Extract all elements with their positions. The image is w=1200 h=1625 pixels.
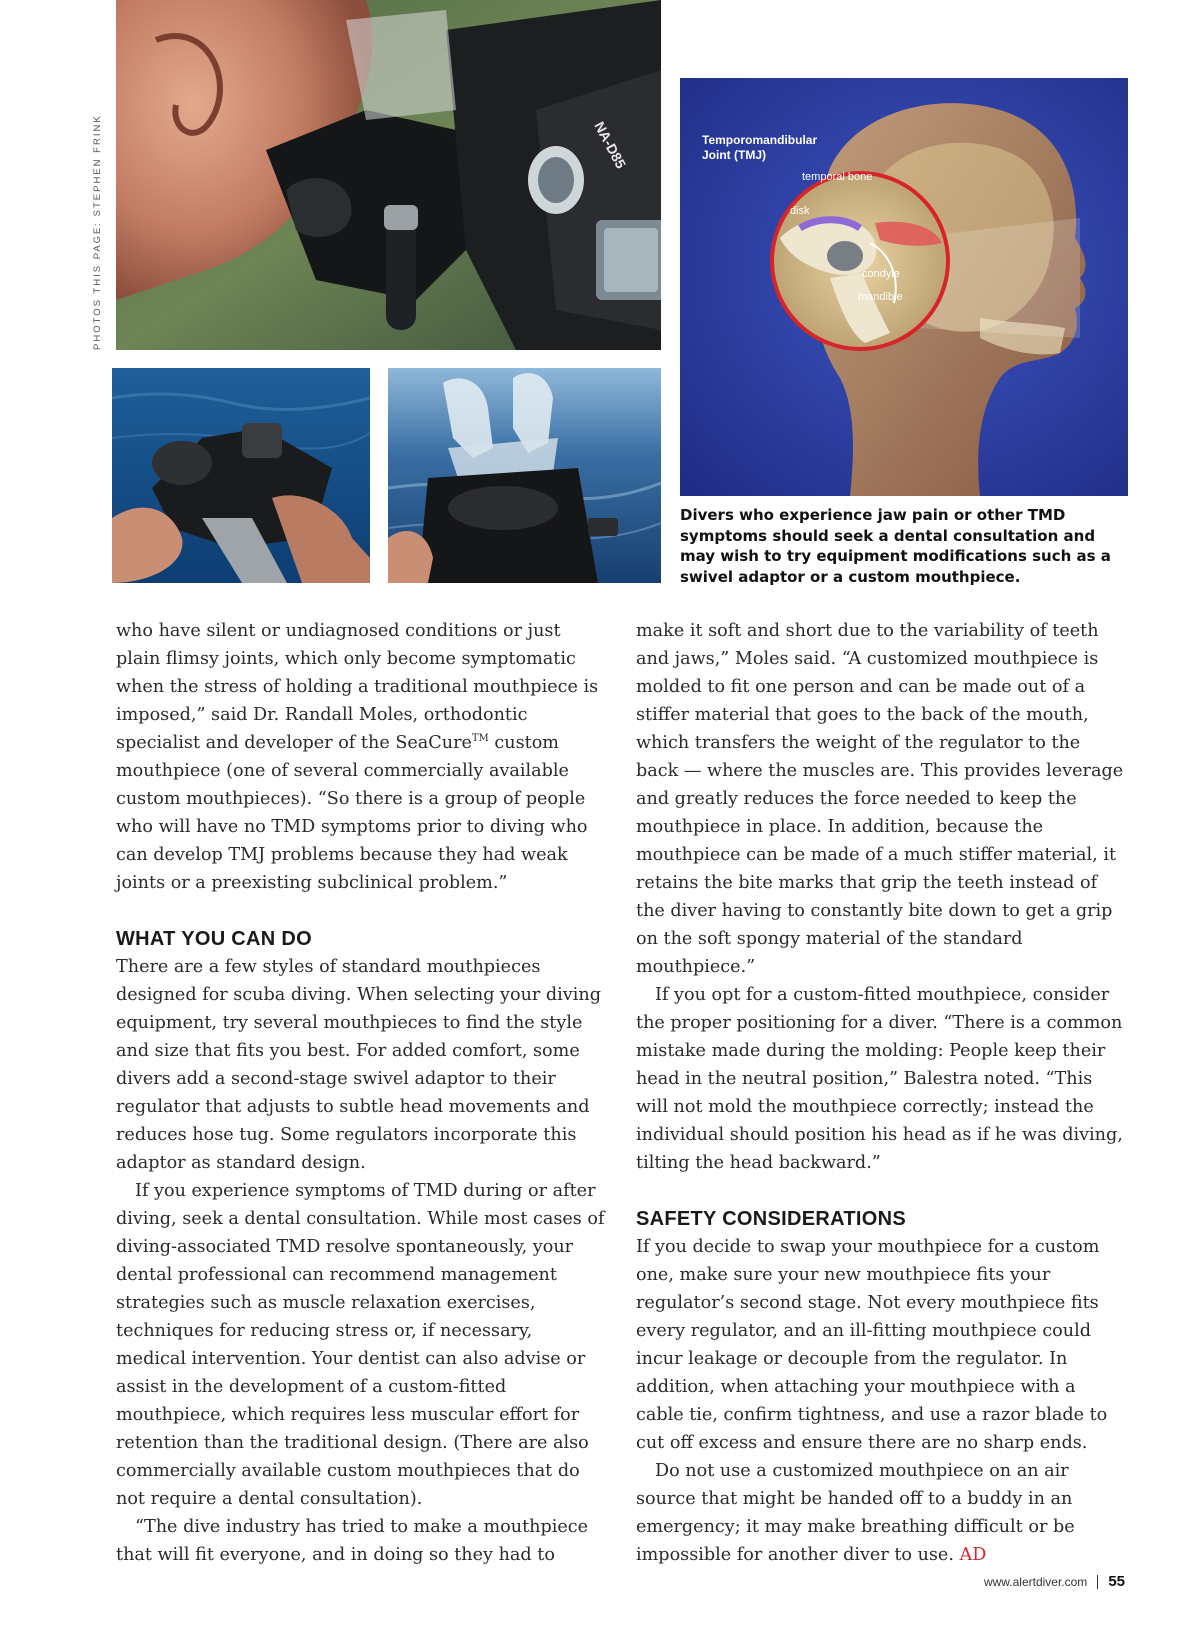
section-heading-what-you-can-do: WHAT YOU CAN DO	[116, 928, 312, 950]
body-paragraph: make it soft and short due to the variability of teeth and jaws,” Moles said. “A customized mouthpiece is molded to fit one person and can be made out of a stiffer material that goes to the back of the mouth, which transfers the weight of the regulator to the back — where the muscles are. This provides leverage and greatly reduces the force needed to keep the mouthpiece in place. In addition, because the mouthpiece can be made of a much stiffer material, it retains the bite marks that grip the teeth instead of the diver having to constantly bite down to get a grip on the soft spongy material of the standard mouthpiece.”	[636, 621, 1124, 977]
photo-credit: PHOTOS THIS PAGE: STEPHEN FRINK	[92, 114, 103, 350]
body-paragraph: who have silent or undiagnosed conditions or just plain flimsy joints, which only become symptomatic when the stress of holding a traditional mouthpiece is imposed,” said Dr. Randall Moles, orthodontic specialist and developer of the SeaCure™ custom mouthpiece (one of several commercially available custom mouthpieces). “So there is a group of people who will have no TMD symptoms prior to diving who can develop TMJ problems because they had weak joints or a preexisting subclinical problem.”	[116, 621, 599, 893]
tmj-title-line2: Joint (TMJ)	[702, 148, 766, 162]
end-mark: AD	[959, 1545, 987, 1565]
label-condyle: condyle	[862, 268, 900, 280]
footer-url[interactable]: www.alertdiver.com	[983, 1574, 1088, 1589]
tmj-title-line1: Temporomandibular	[702, 133, 818, 147]
page-footer	[984, 1573, 1125, 1590]
body-paragraph: If you opt for a custom-fitted mouthpiece, consider the proper positioning for a diver. “There is a common mistake made during the molding: People keep their head in the neutral position,” Balestra noted. “This will not mold the mouthpiece correctly; instead the individual should position his head as if he was diving, tilting the head backward.”	[636, 985, 1123, 1173]
body-paragraph: There are a few styles of standard mouthpieces designed for scuba diving. When selecting your diving equipment, try several mouthpieces to find the style and size that fits you best. For added comfort, some divers add a second-stage swivel adaptor to their regulator that adjusts to subtle head movements and reduces hose tug. Some regulators incorporate this adaptor as standard design.	[116, 957, 601, 1173]
right-column	[636, 617, 1126, 1569]
body-paragraph: “The dive industry has tried to make a mouthpiece that will fit everyone, and in doing so they had to	[116, 1517, 589, 1565]
camera-housing-text: NA-D85	[591, 118, 630, 172]
label-temporal-bone: temporal bone	[802, 171, 873, 183]
body-paragraph: If you experience symptoms of TMD during or after diving, seek a dental consultation. While most cases of diving-associated TMD resolve spontaneously, your dental professional can recommend management strategies such as muscle relaxation exercises, techniques for reducing stress or, if necessary, medical intervention. Your dentist can also advise or assist in the development of a custom-fitted mouthpiece, which requires less muscular effort for retention than the traditional design. (There are also commercially available custom mouthpieces that do not require a dental consultation).	[116, 1181, 605, 1509]
diver-camera-photo	[116, 0, 661, 350]
mouthpiece-photo	[388, 368, 661, 583]
footer-divider	[1097, 1575, 1098, 1589]
page-number: 55	[1108, 1573, 1125, 1590]
label-disk: disk	[790, 205, 810, 217]
figure-caption: Divers who experience jaw pain or other TMD symptoms should seek a dental consultation and may wish to try equipment modifications such as a swivel adaptor or a custom mouthpiece.	[680, 506, 1111, 586]
regulator-photo	[112, 368, 370, 583]
body-paragraph: If you decide to swap your mouthpiece for a custom one, make sure your new mouthpiece fits your regulator’s second stage. Not every mouthpiece fits every regulator, and an ill-fitting mouthpiece could incur leakage or decouple from the regulator. In addition, when attaching your mouthpiece with a cable tie, confirm tightness, and use a razor blade to cut off excess and ensure there are no sharp ends.	[636, 1237, 1108, 1453]
tmj-diagram	[680, 78, 1128, 496]
trademark-mark: TM	[471, 733, 489, 745]
left-column	[116, 617, 606, 1569]
section-heading-safety-considerations: SAFETY CONSIDERATIONS	[636, 1208, 907, 1230]
body-paragraph: Do not use a customized mouthpiece on an air source that might be handed off to a buddy in an emergency; it may make breathing difficult or be impossible for another diver to use. AD	[636, 1461, 1075, 1565]
label-mandible: mandible	[858, 291, 903, 303]
